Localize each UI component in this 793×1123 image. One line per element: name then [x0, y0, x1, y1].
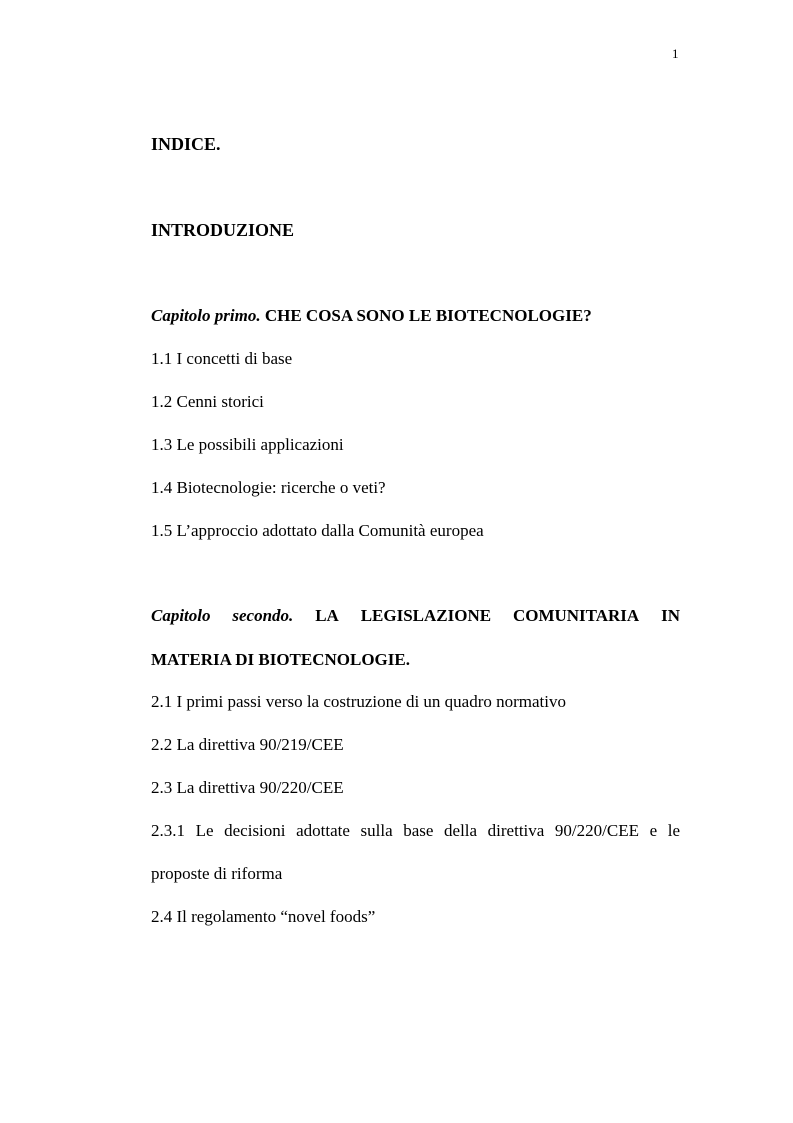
- toc-item-2-3-1-word: sulla: [360, 821, 393, 840]
- toc-item-2-3-1-word: della: [444, 821, 478, 840]
- chapter-2-title-word: LEGISLAZIONE: [360, 606, 492, 625]
- toc-item-2-3-1-word: Le: [195, 821, 214, 840]
- page-number: 1: [672, 46, 679, 61]
- toc-item-1-1: 1.1 I concetti di base: [151, 349, 293, 368]
- toc-item-1-3: 1.3 Le possibili applicazioni: [151, 435, 344, 454]
- chapter-1-title: CHE COSA SONO LE BIOTECNOLOGIE?: [264, 306, 592, 325]
- toc-item-2-3-1-word: e: [649, 821, 658, 840]
- chapter-2-title-word: COMUNITARIA: [512, 606, 640, 625]
- chapter-2-label-word: secondo.: [232, 606, 294, 625]
- toc-item-2-3-1-word: base: [403, 821, 434, 840]
- toc-item-2-3-1-word: le: [667, 821, 680, 840]
- toc-item-2-1: 2.1 I primi passi verso la costruzione di un quadro normativo: [151, 692, 566, 711]
- toc-item-1-2: 1.2 Cenni storici: [151, 392, 264, 411]
- chapter-1-label: Capitolo primo.: [151, 306, 261, 325]
- chapter-2-title-line2: MATERIA DI BIOTECNOLOGIE.: [151, 650, 410, 669]
- chapter-2-title-word: IN: [661, 606, 680, 625]
- toc-item-2-2: 2.2 La direttiva 90/219/CEE: [151, 735, 344, 754]
- toc-item-2-4: 2.4 Il regolamento “novel foods”: [151, 907, 376, 926]
- toc-item-2-3-1-line2: proposte di riforma: [151, 864, 283, 883]
- introduction-heading: INTRODUZIONE: [151, 220, 295, 240]
- chapter-2-label-word: Capitolo: [151, 606, 211, 625]
- toc-item-2-3-1-word: 2.3.1: [151, 821, 185, 840]
- toc-item-2-3-1: [151, 821, 680, 841]
- chapter-2-title-word: LA: [315, 606, 339, 625]
- toc-item-2-3: 2.3 La direttiva 90/220/CEE: [151, 778, 344, 797]
- chapter-2-heading: [151, 606, 680, 626]
- toc-item-2-3-1-word: decisioni: [224, 821, 286, 840]
- toc-item-2-3-1-word: direttiva: [487, 821, 545, 840]
- index-title: INDICE.: [151, 134, 221, 154]
- chapter-1-heading: [151, 306, 680, 326]
- toc-item-2-3-1-word: 90/220/CEE: [554, 821, 639, 840]
- toc-item-2-3-1-word: adottate: [296, 821, 350, 840]
- toc-item-1-4: 1.4 Biotecnologie: ricerche o veti?: [151, 478, 386, 497]
- toc-item-1-5: 1.5 L’approccio adottato dalla Comunità europea: [151, 521, 484, 540]
